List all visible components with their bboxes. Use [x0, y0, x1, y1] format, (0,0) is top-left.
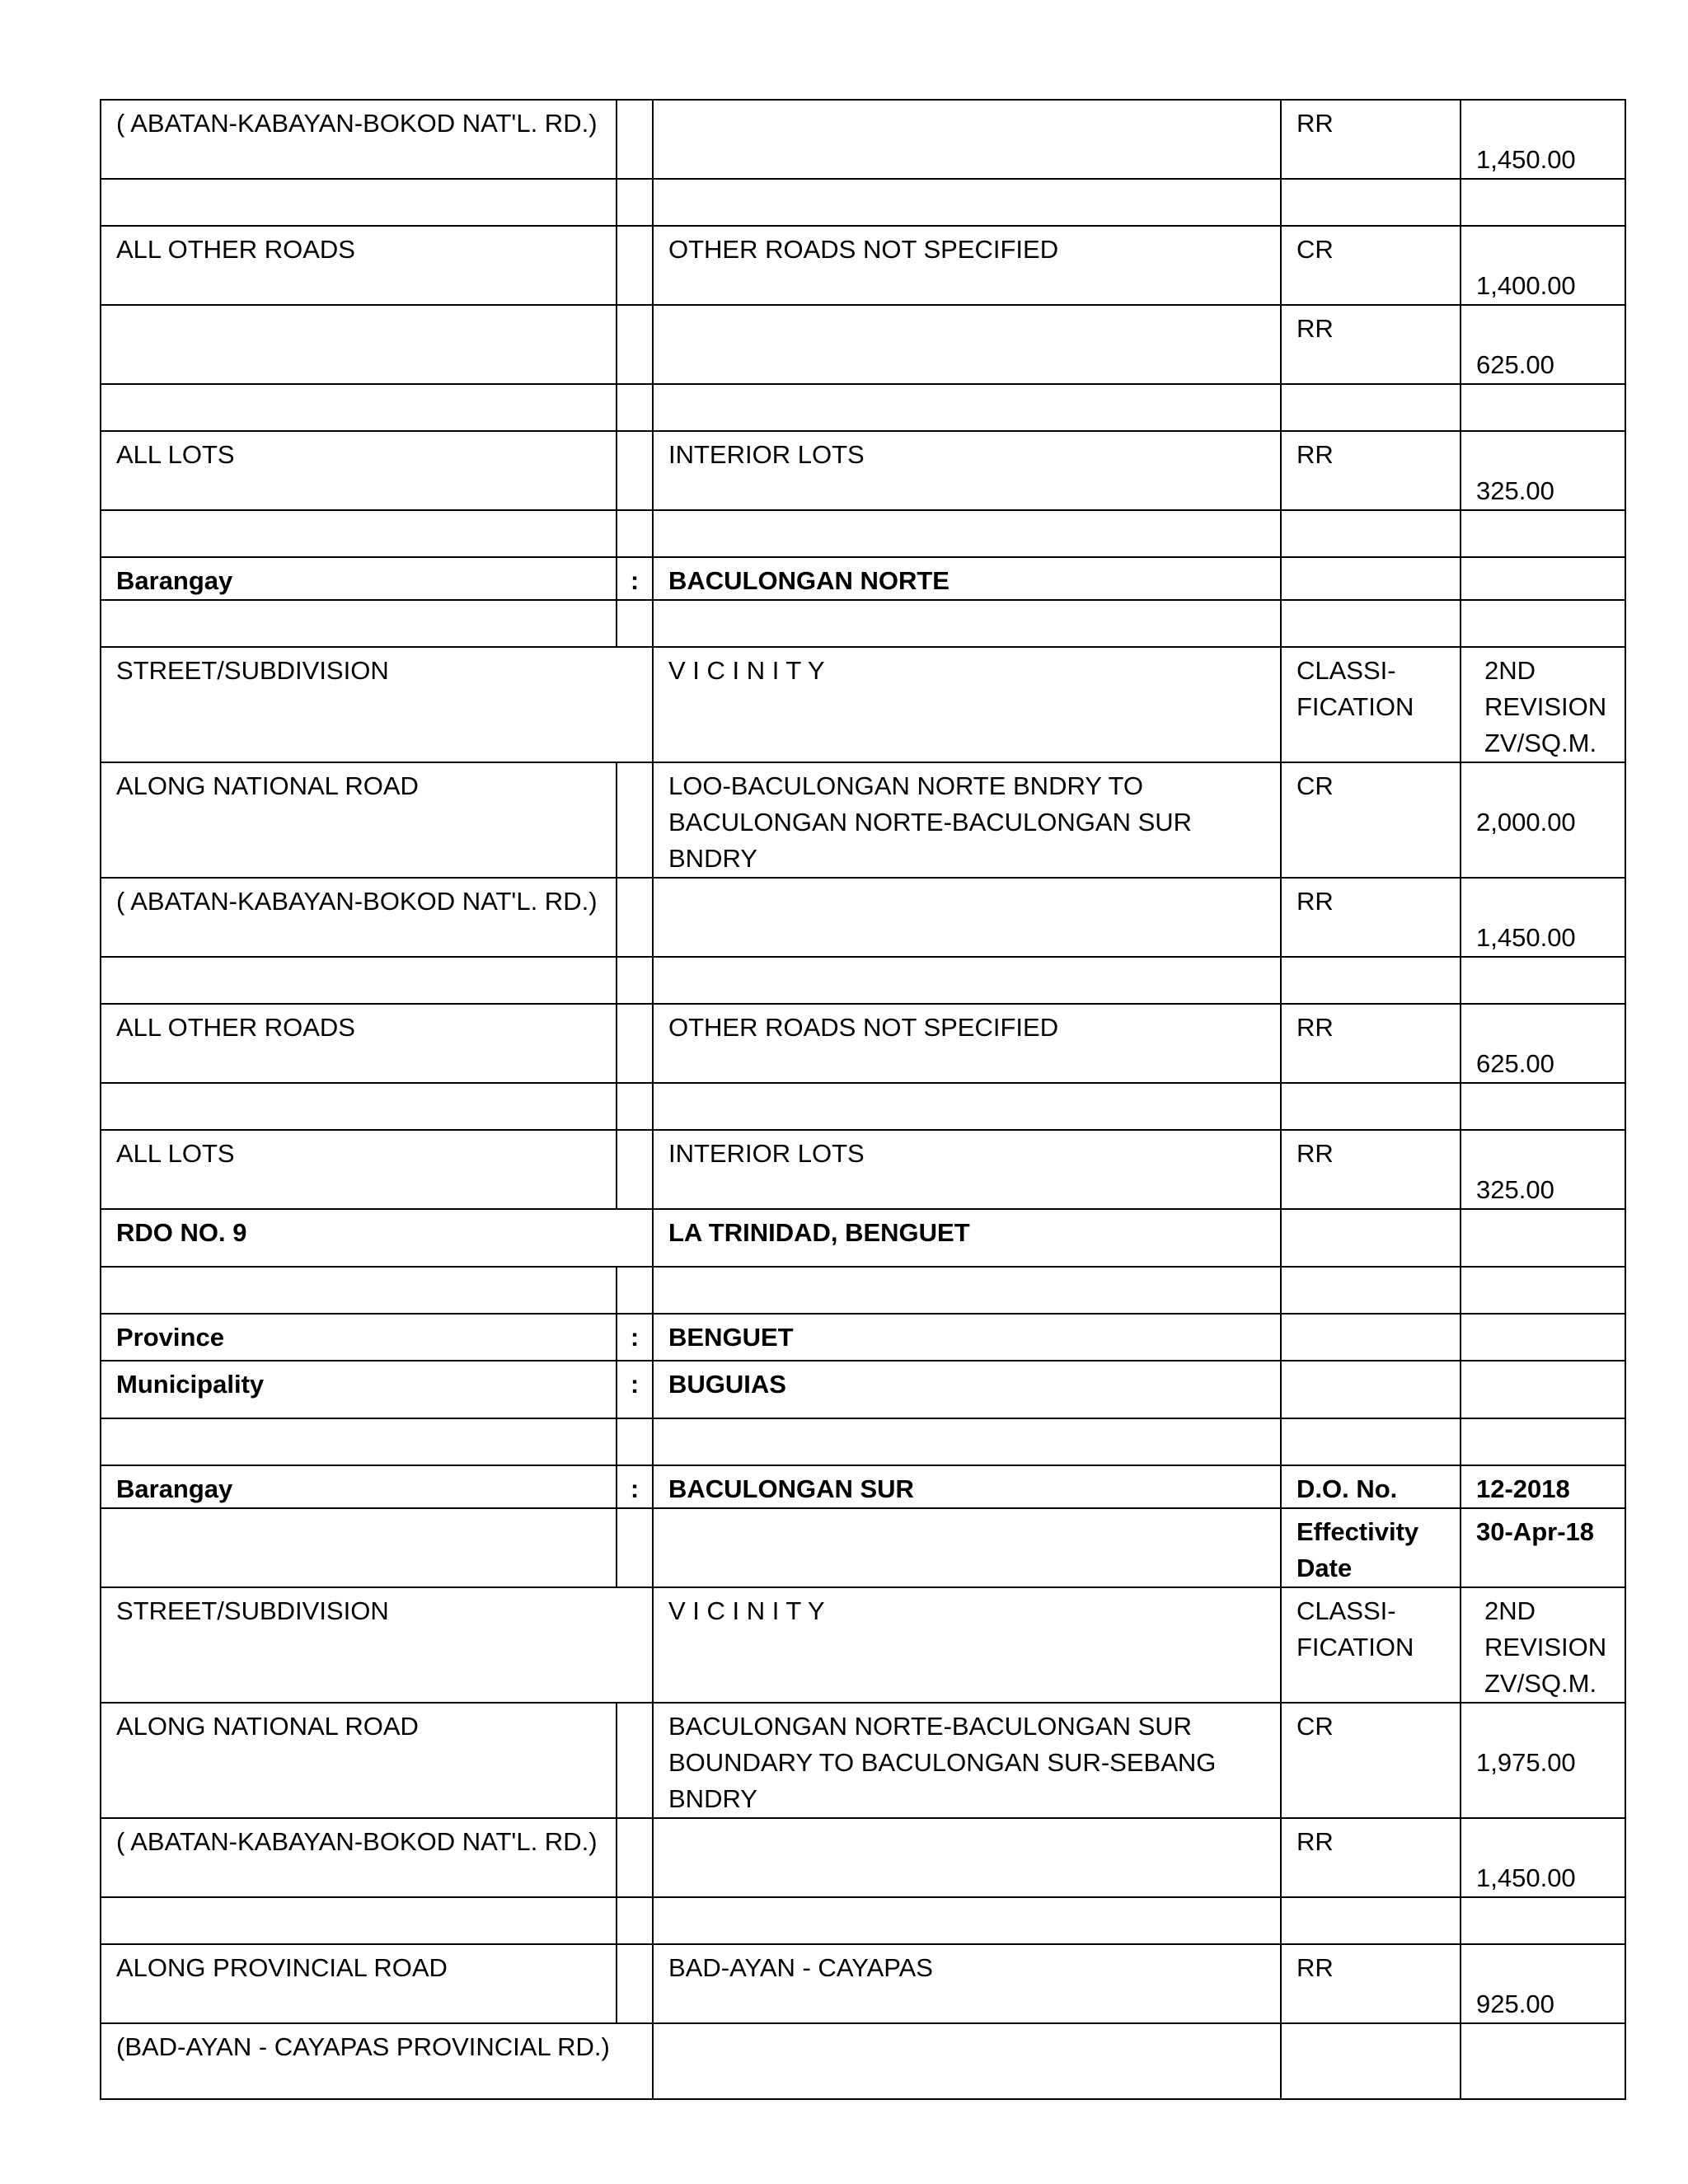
vicinity-cell — [653, 510, 1281, 557]
vicinity-cell — [653, 957, 1281, 1004]
vicinity-cell: INTERIOR LOTS — [653, 1130, 1281, 1209]
street-cell: ALL LOTS — [101, 1130, 617, 1209]
classification-cell — [1281, 510, 1461, 557]
classification-cell: RR — [1281, 878, 1461, 957]
classification-cell — [1281, 1897, 1461, 1944]
vicinity-cell — [653, 1897, 1281, 1944]
vicinity-cell — [653, 384, 1281, 431]
zonal-value-cell: 1,450.00 — [1461, 878, 1625, 957]
colon-cell — [617, 1818, 653, 1897]
table-row — [101, 305, 1625, 384]
classification-cell — [1281, 179, 1461, 226]
street-cell — [101, 384, 617, 431]
meta-label-cell — [1281, 557, 1461, 600]
vicinity-cell — [653, 100, 1281, 179]
header-street-subdivision: STREET/SUBDIVISION — [101, 1587, 653, 1703]
street-cell: ALONG NATIONAL ROAD — [101, 762, 617, 878]
street-cell — [101, 1083, 617, 1130]
zonal-value-cell: 625.00 — [1461, 305, 1625, 384]
label-cell: Barangay — [101, 557, 617, 600]
table-row — [101, 1361, 1625, 1418]
classification-cell: RR — [1281, 1818, 1461, 1897]
vicinity-cell — [653, 1083, 1281, 1130]
table-row — [101, 557, 1625, 600]
colon-cell — [617, 1508, 653, 1587]
colon-cell — [617, 384, 653, 431]
vicinity-cell: BAD-AYAN - CAYAPAS — [653, 1944, 1281, 2023]
colon-cell — [617, 1418, 653, 1465]
label-cell: Barangay — [101, 1465, 617, 1508]
table-row — [101, 1209, 1625, 1267]
zonal-value-cell: 1,450.00 — [1461, 1818, 1625, 1897]
vicinity-cell: OTHER ROADS NOT SPECIFIED — [653, 226, 1281, 305]
table-row — [101, 1818, 1625, 1897]
colon-cell: : — [617, 557, 653, 600]
colon-cell — [617, 100, 653, 179]
street-cell — [101, 957, 617, 1004]
zonal-value-cell: 1,450.00 — [1461, 100, 1625, 179]
table-row — [101, 1130, 1625, 1209]
label-cell — [101, 1508, 617, 1587]
table-row — [101, 878, 1625, 957]
label-value-cell — [653, 1508, 1281, 1587]
vicinity-cell — [653, 2023, 1281, 2099]
zonal-value-cell: 925.00 — [1461, 1944, 1625, 2023]
table-row — [101, 100, 1625, 179]
zonal-value-cell: 625.00 — [1461, 1004, 1625, 1083]
zonal-value-cell — [1461, 600, 1625, 647]
table-row — [101, 1508, 1625, 1587]
colon-cell — [617, 1083, 653, 1130]
street-cell: ALL LOTS — [101, 431, 617, 510]
street-cell — [101, 179, 617, 226]
meta-label-cell: Effectivity Date — [1281, 1508, 1461, 1587]
table-row — [101, 647, 1625, 762]
colon-cell: : — [617, 1465, 653, 1508]
classification-cell — [1281, 1267, 1461, 1314]
classification-cell: RR — [1281, 1130, 1461, 1209]
street-cell — [101, 510, 617, 557]
table-row — [101, 1418, 1625, 1465]
label-value-cell: BACULONGAN SUR — [653, 1465, 1281, 1508]
street-cell — [101, 1897, 617, 1944]
table-row — [101, 1703, 1625, 1818]
colon-cell — [617, 1944, 653, 2023]
street-cell: ALL OTHER ROADS — [101, 226, 617, 305]
label-value-cell: BENGUET — [653, 1314, 1281, 1361]
colon-cell — [617, 179, 653, 226]
colon-cell — [617, 600, 653, 647]
classification-cell: CR — [1281, 762, 1461, 878]
header-zonal-value: 2ND REVISION ZV/SQ.M. — [1461, 1587, 1625, 1703]
table-row — [101, 1944, 1625, 2023]
vicinity-cell — [653, 600, 1281, 647]
table-row — [101, 1267, 1625, 1314]
vicinity-cell — [653, 1267, 1281, 1314]
classification-cell — [1281, 1209, 1461, 1267]
zonal-value-cell — [1461, 2023, 1625, 2099]
zonal-value-cell: 1,975.00 — [1461, 1703, 1625, 1818]
table-row — [101, 384, 1625, 431]
meta-label-cell — [1281, 1361, 1461, 1418]
zonal-value-table — [100, 99, 1626, 2100]
colon-cell — [617, 878, 653, 957]
vicinity-cell — [653, 305, 1281, 384]
zonal-value-cell — [1461, 1897, 1625, 1944]
classification-cell: RR — [1281, 100, 1461, 179]
classification-cell — [1281, 2023, 1461, 2099]
vicinity-cell: INTERIOR LOTS — [653, 431, 1281, 510]
table-row — [101, 226, 1625, 305]
table-row — [101, 1897, 1625, 1944]
colon-cell — [617, 762, 653, 878]
street-cell: ( ABATAN-KABAYAN-BOKOD NAT'L. RD.) — [101, 878, 617, 957]
rdo-number-cell: RDO NO. 9 — [101, 1209, 653, 1267]
classification-cell: CR — [1281, 1703, 1461, 1818]
zonal-value-cell: 2,000.00 — [1461, 762, 1625, 878]
meta-value-cell: 12-2018 — [1461, 1465, 1625, 1508]
meta-value-cell: 30-Apr-18 — [1461, 1508, 1625, 1587]
colon-cell — [617, 226, 653, 305]
vicinity-cell — [653, 1818, 1281, 1897]
label-value-cell: BACULONGAN NORTE — [653, 557, 1281, 600]
table-row — [101, 762, 1625, 878]
colon-cell — [617, 1703, 653, 1818]
table-row — [101, 1083, 1625, 1130]
zonal-value-cell — [1461, 179, 1625, 226]
classification-cell: RR — [1281, 431, 1461, 510]
label-cell: Province — [101, 1314, 617, 1361]
colon-cell — [617, 1897, 653, 1944]
meta-label-cell: D.O. No. — [1281, 1465, 1461, 1508]
header-vicinity: V I C I N I T Y — [653, 1587, 1281, 1703]
header-zonal-value: 2ND REVISION ZV/SQ.M. — [1461, 647, 1625, 762]
street-cell — [101, 600, 617, 647]
colon-cell: : — [617, 1314, 653, 1361]
vicinity-cell — [653, 878, 1281, 957]
street-cell: ( ABATAN-KABAYAN-BOKOD NAT'L. RD.) — [101, 1818, 617, 1897]
street-cell: (BAD-AYAN - CAYAPAS PROVINCIAL RD.) — [101, 2023, 653, 2099]
zonal-value-cell — [1461, 384, 1625, 431]
table-row — [101, 1465, 1625, 1508]
table-row — [101, 510, 1625, 557]
classification-cell: RR — [1281, 1004, 1461, 1083]
meta-label-cell — [1281, 1314, 1461, 1361]
zonal-value-cell — [1461, 1267, 1625, 1314]
zonal-value-cell — [1461, 1418, 1625, 1465]
colon-cell — [617, 957, 653, 1004]
zonal-value-cell — [1461, 1209, 1625, 1267]
street-cell: ALONG PROVINCIAL ROAD — [101, 1944, 617, 2023]
vicinity-cell: OTHER ROADS NOT SPECIFIED — [653, 1004, 1281, 1083]
table-row — [101, 431, 1625, 510]
colon-cell — [617, 1004, 653, 1083]
street-cell — [101, 305, 617, 384]
classification-cell — [1281, 600, 1461, 647]
zonal-value-cell — [1461, 510, 1625, 557]
colon-cell — [617, 305, 653, 384]
zonal-value-cell: 1,400.00 — [1461, 226, 1625, 305]
street-cell — [101, 1418, 617, 1465]
meta-value-cell — [1461, 557, 1625, 600]
vicinity-cell — [653, 1418, 1281, 1465]
street-cell — [101, 1267, 617, 1314]
colon-cell — [617, 510, 653, 557]
colon-cell: : — [617, 1361, 653, 1418]
street-cell: ALONG NATIONAL ROAD — [101, 1703, 617, 1818]
colon-cell — [617, 1267, 653, 1314]
table-row — [101, 2023, 1625, 2099]
header-street-subdivision: STREET/SUBDIVISION — [101, 647, 653, 762]
street-cell: ALL OTHER ROADS — [101, 1004, 617, 1083]
label-cell: Municipality — [101, 1361, 617, 1418]
zonal-value-cell — [1461, 1083, 1625, 1130]
header-classification: CLASSI- FICATION — [1281, 1587, 1461, 1703]
label-value-cell: BUGUIAS — [653, 1361, 1281, 1418]
classification-cell — [1281, 384, 1461, 431]
classification-cell: CR — [1281, 226, 1461, 305]
zonal-value-cell — [1461, 957, 1625, 1004]
table-row — [101, 957, 1625, 1004]
classification-cell: RR — [1281, 1944, 1461, 2023]
meta-value-cell — [1461, 1314, 1625, 1361]
street-cell: ( ABATAN-KABAYAN-BOKOD NAT'L. RD.) — [101, 100, 617, 179]
table-row — [101, 179, 1625, 226]
table-row — [101, 1004, 1625, 1083]
classification-cell — [1281, 1418, 1461, 1465]
table-row — [101, 1587, 1625, 1703]
zonal-value-cell: 325.00 — [1461, 1130, 1625, 1209]
header-vicinity: V I C I N I T Y — [653, 647, 1281, 762]
vicinity-cell — [653, 179, 1281, 226]
colon-cell — [617, 1130, 653, 1209]
vicinity-cell: BACULONGAN NORTE-BACULONGAN SUR BOUNDARY TO BACULONGAN SUR-SEBANG BNDRY — [653, 1703, 1281, 1818]
vicinity-cell: LOO-BACULONGAN NORTE BNDRY TO BACULONGAN NORTE-BACULONGAN SUR BNDRY — [653, 762, 1281, 878]
colon-cell — [617, 431, 653, 510]
meta-value-cell — [1461, 1361, 1625, 1418]
header-classification: CLASSI- FICATION — [1281, 647, 1461, 762]
table-row — [101, 1314, 1625, 1361]
classification-cell — [1281, 957, 1461, 1004]
classification-cell — [1281, 1083, 1461, 1130]
rdo-location-cell: LA TRINIDAD, BENGUET — [653, 1209, 1281, 1267]
classification-cell: RR — [1281, 305, 1461, 384]
table-row — [101, 600, 1625, 647]
zonal-value-cell: 325.00 — [1461, 431, 1625, 510]
